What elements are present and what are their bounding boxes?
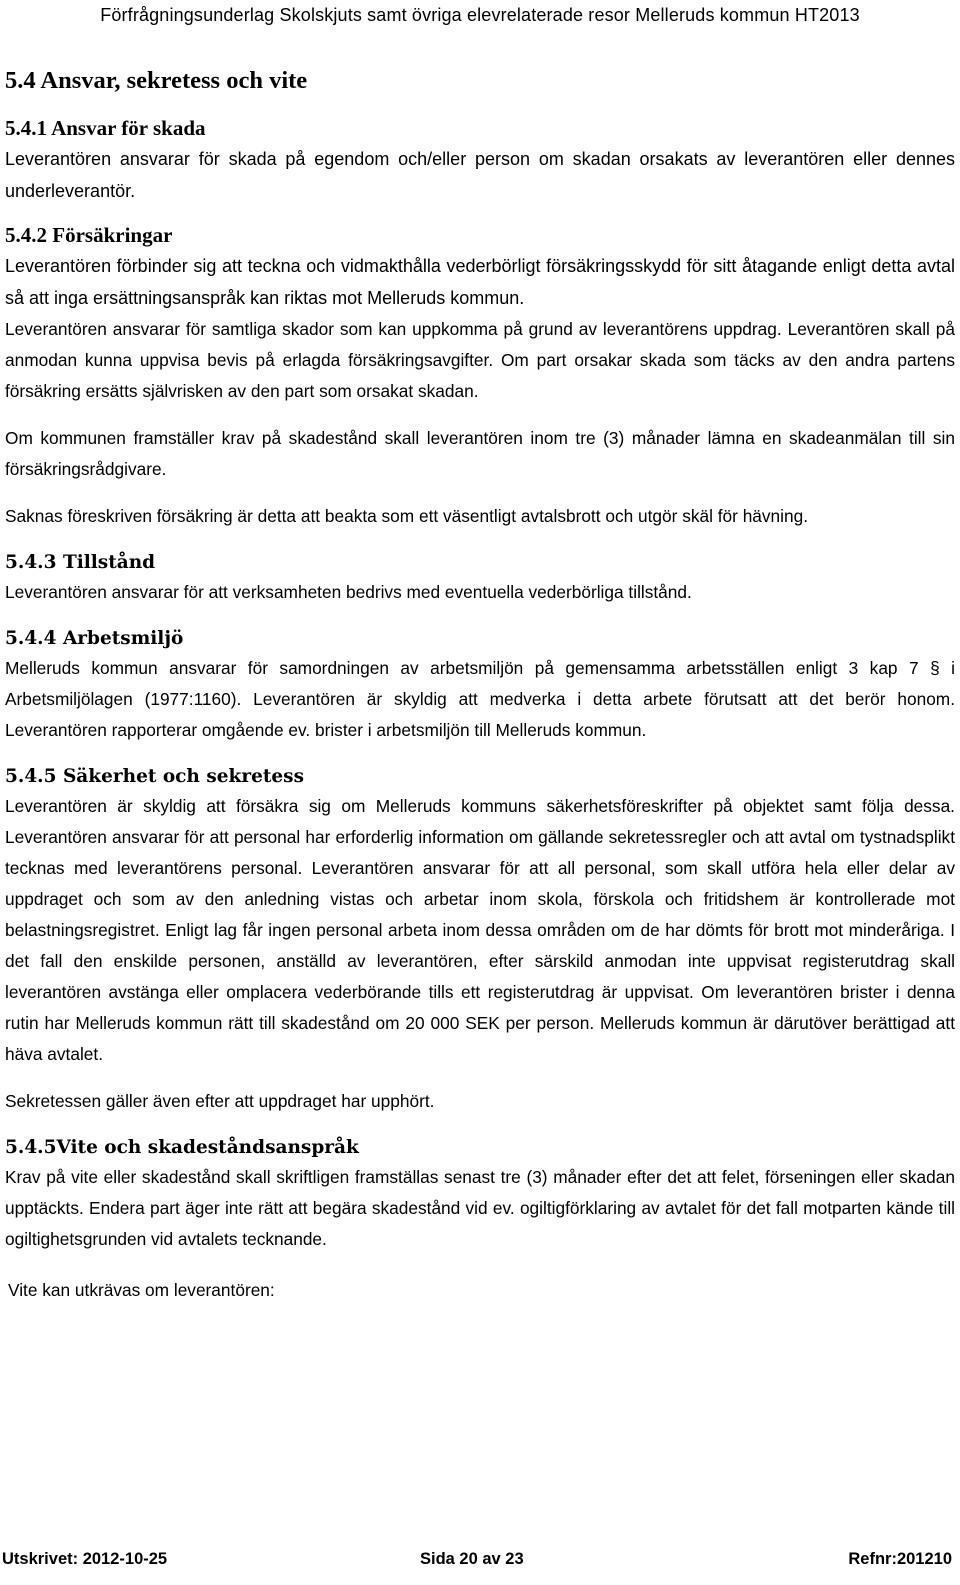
subsection-heading-ansvar: 5.4.1 Ansvar för skada <box>5 116 206 140</box>
paragraph: Om kommunen framställer krav på skadestånd skall leverantören inom tre (3) månader lämna en skadeanmälan till sin försäkringsrådgivare. <box>5 428 955 479</box>
paragraph: Melleruds kommun ansvarar för samordningen av arbetsmiljön på gemensamma arbetsställen enligt 3 kap 7 § i Arbetsmiljölagen (1977:1160). Leverantören är skyldig att medverka i detta arbete förutsatt att det berör honom. Leverantören rapporterar omgående ev. brister i arbetsmiljön till Melleruds kommun. <box>5 658 955 740</box>
header-title: Förfrågningsunderlag Skolskjuts samt övriga elevrelaterade resor Melleruds kommun HT2013 <box>100 5 860 25</box>
subsection-heading-arbetsmiljo: 5.4.4 Arbetsmiljö <box>5 628 184 649</box>
paragraph: Sekretessen gäller även efter att uppdraget har upphört. <box>5 1091 435 1111</box>
paragraph: Vite kan utkrävas om leverantören: <box>8 1280 275 1300</box>
paragraph: Leverantören ansvarar för skada på egendom och/eller person om skadan orsakats av leverantören eller dennes underleverantör. <box>5 149 955 201</box>
subsection-heading-vite: 5.4.5Vite och skadeståndsanspråk <box>5 1137 359 1158</box>
footer-reference: Refnr:201210 <box>848 1550 952 1568</box>
document-body <box>5 66 955 1306</box>
subsection-heading-sakerhet: 5.4.5 Säkerhet och sekretess <box>5 766 304 787</box>
paragraph: Leverantören ansvarar för samtliga skador som kan uppkomma på grund av leverantörens uppdrag. Leverantören skall på anmodan kunna uppvisa bevis på erlagda försäkringsavgifter. Om part orsakar skada som täcks av den andra partens försäkring ersätts självrisken av den part som orsakat skadan. <box>5 319 955 401</box>
paragraph: Saknas föreskriven försäkring är detta att beakta som ett väsentligt avtalsbrott och utgör skäl för hävning. <box>5 506 809 526</box>
document-header <box>0 0 960 28</box>
subsection-heading-forsakringar: 5.4.2 Försäkringar <box>5 223 173 247</box>
footer-page-number: Sida 20 av 23 <box>420 1550 524 1568</box>
paragraph: Krav på vite eller skadestånd skall skriftligen framställas senast tre (3) månader efter det att felet, förseningen eller skadan upptäckts. Endera part äger inte rätt att begära skadestånd vid ev. ogiltigförklaring av avtalet för det fall motparten kände till ogiltighetsgrunden vid avtalets tecknande. <box>5 1167 955 1249</box>
paragraph: Leverantören förbinder sig att teckna och vidmakthålla vederbörligt försäkringsskydd för sitt åtagande enligt detta avtal så att inga ersättningsanspråk kan riktas mot Melleruds kommun. <box>5 256 955 308</box>
paragraph: Leverantören är skyldig att försäkra sig om Melleruds kommuns säkerhetsföreskrifter på objektet samt följa dessa. Leverantören ansvarar för att personal har erforderlig information om gällande sekretessregler och att avtal om tystnadsplikt tecknas med leverantörens personal. Leverantören ansvarar för att all personal, som skall utföra hela eller delar av uppdraget och som av den anledning vistas och arbetar inom skola, förskola och fritidshem är kontrollerade mot belastningsregistret. Enligt lag får ingen personal arbeta inom dessa områden om de har dömts för brott mot minderåriga. I det fall den enskilde personen, anställd av leverantören, efter särskild anmodan inte uppvisat registerutdrag skall leverantören avstänga eller omplacera vederbörande tills ett registerutdrag är uppvisat. Om leverantören brister i denna rutin har Melleruds kommun rätt till skadestånd om 20 000 SEK per person. Melleruds kommun är därutöver berättigad att häva avtalet. <box>5 796 955 1064</box>
section-heading: 5.4 Ansvar, sekretess och vite <box>5 67 308 94</box>
subsection-heading-tillstand: 5.4.3 Tillstånd <box>5 552 156 573</box>
paragraph: Leverantören ansvarar för att verksamheten bedrivs med eventuella vederbörliga tillstånd. <box>5 582 692 602</box>
footer-printed-date: Utskrivet: 2012-10-25 <box>2 1550 168 1568</box>
